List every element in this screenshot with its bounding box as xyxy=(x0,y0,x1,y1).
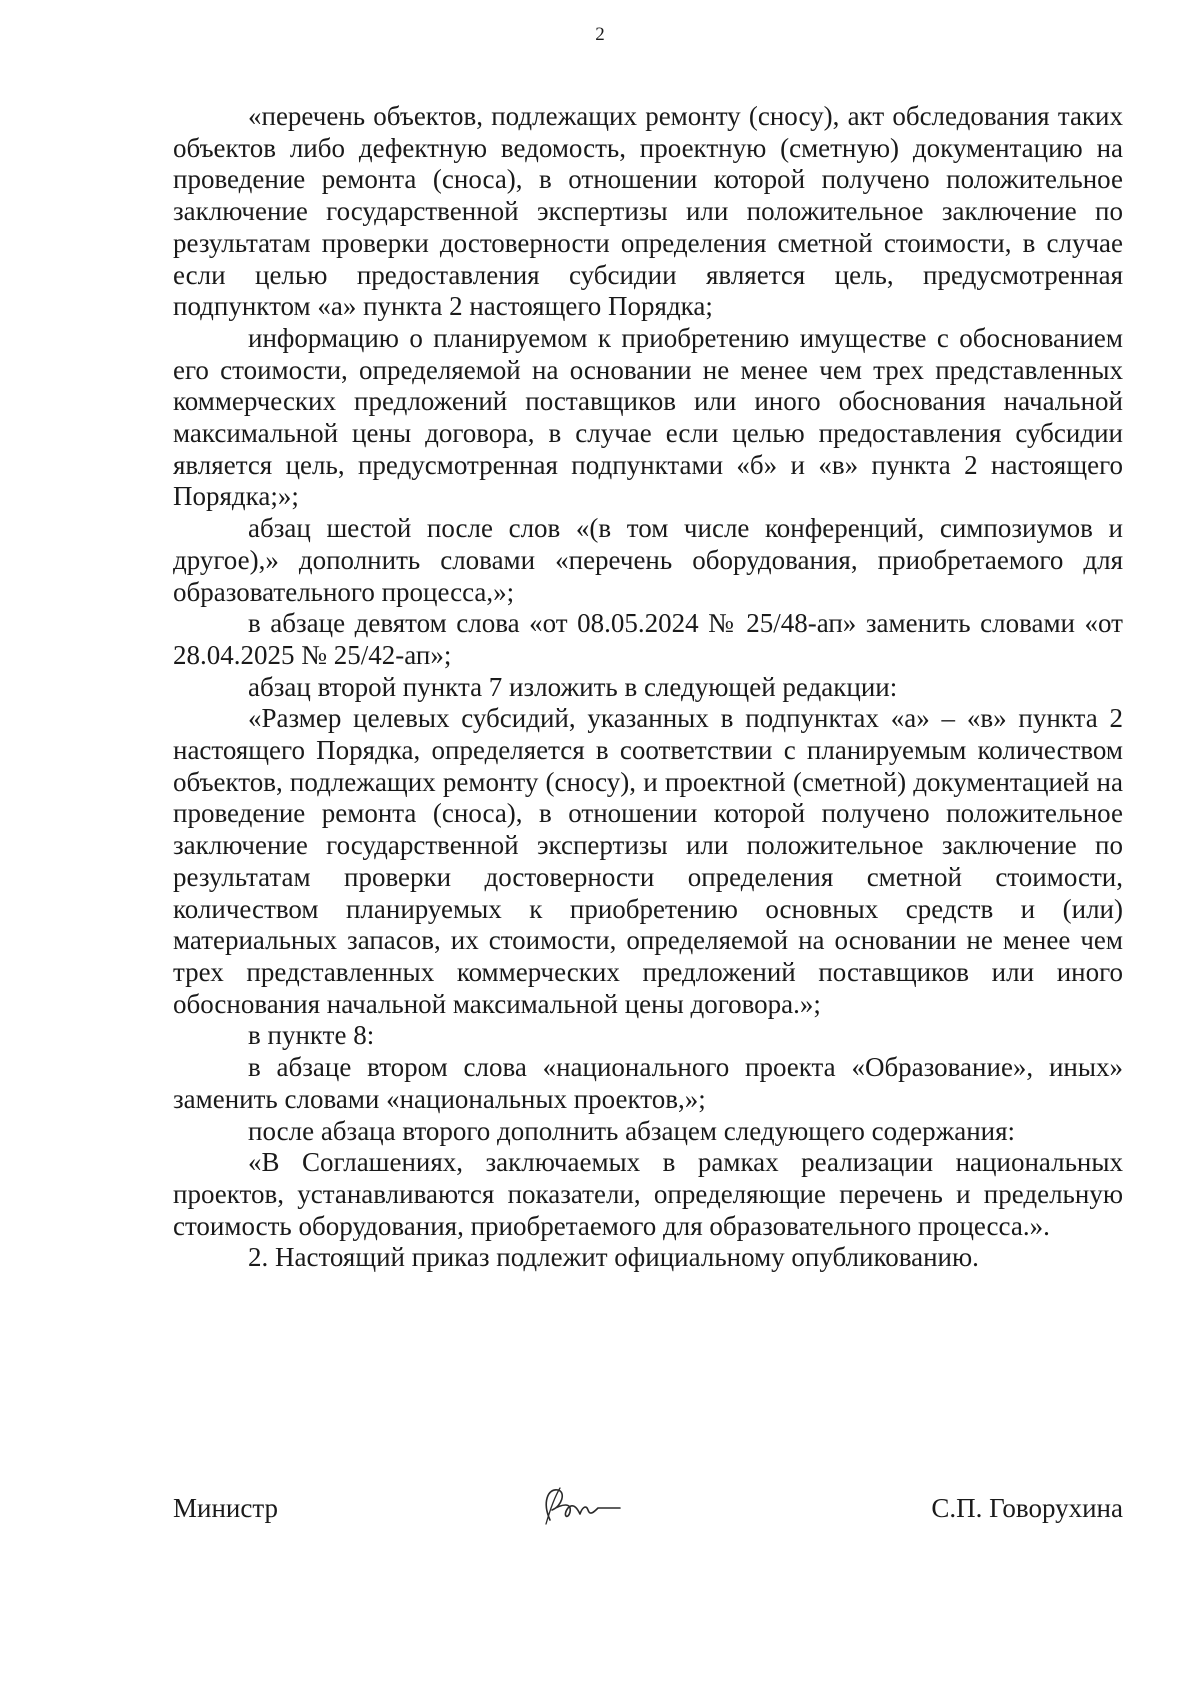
page-number: 2 xyxy=(595,24,605,45)
paragraph: абзац шестой после слов «(в том числе конференций, симпозиумов и другое),» дополнить словами «перечень оборудования, приобретаемого для образовательного процесса,»; xyxy=(173,513,1123,607)
paragraph: абзац второй пункта 7 изложить в следующей редакции: xyxy=(248,671,898,702)
signature-block xyxy=(173,1480,1123,1536)
signatory-position: Министр xyxy=(173,1493,278,1523)
paragraph: информацию о планируемом к приобретению имуществе с обоснованием его стоимости, определяемой на основании не менее чем трех представленных коммерческих предложений поставщиков или иного обоснования начальной максимальной цены договора, в случае если целью предоставления субсидии является цель, предусмотренная подпунктами «б» и «в» пункта 2 настоящего Порядка;»; xyxy=(173,322,1123,512)
paragraph: после абзаца второго дополнить абзацем следующего содержания: xyxy=(248,1115,1016,1146)
paragraph: в абзаце девятом слова «от 08.05.2024 № 25/48-ап» заменить словами «от 28.04.2025 № 25/42-ап»; xyxy=(173,608,1123,670)
paragraph: в пункте 8: xyxy=(248,1020,375,1051)
paragraph: 2. Настоящий приказ подлежит официальному опубликованию. xyxy=(248,1242,979,1273)
paragraph: «В Соглашениях, заключаемых в рамках реализации национальных проектов, устанавливаются показатели, определяющие перечень и предельную стоимость оборудования, приобретаемого для образовательного процесса.». xyxy=(173,1147,1123,1241)
paragraph: в абзаце втором слова «национального проекта «Образование», иных» заменить словами «национальных проектов,»; xyxy=(173,1052,1123,1114)
paragraph: «перечень объектов, подлежащих ремонту (сносу), акт обследования таких объектов либо дефектную ведомость, проектную (сметную) документацию на проведение ремонта (сноса), в отношении которой получено положительное заключение государственной экспертизы или положительное заключение по результатам проверки достоверности определения сметной стоимости, в случае если целью предоставления субсидии является цель, предусмотренная подпунктом «а» пункта 2 настоящего Порядка; xyxy=(173,101,1123,322)
handwritten-signature xyxy=(528,1480,628,1528)
paragraph: «Размер целевых субсидий, указанных в подпунктах «а» – «в» пункта 2 настоящего Порядка, определяется в соответствии с планируемым количеством объектов, подлежащих ремонту (сносу), и проектной (сметной) документацией на проведение ремонта (сноса), в отношении которой получено положительное заключение государственной экспертизы или положительное заключение по результатам проверки достоверности определения сметной стоимости, количеством планируемых к приобретению основных средств и (или) материальных запасов, их стоимости, определяемой на основании не менее чем трех представленных коммерческих предложений поставщиков или иного обоснования начальной максимальной цены договора.»; xyxy=(173,703,1123,1019)
document-body xyxy=(173,101,1123,1274)
signatory-name: С.П. Говорухина xyxy=(931,1493,1123,1523)
